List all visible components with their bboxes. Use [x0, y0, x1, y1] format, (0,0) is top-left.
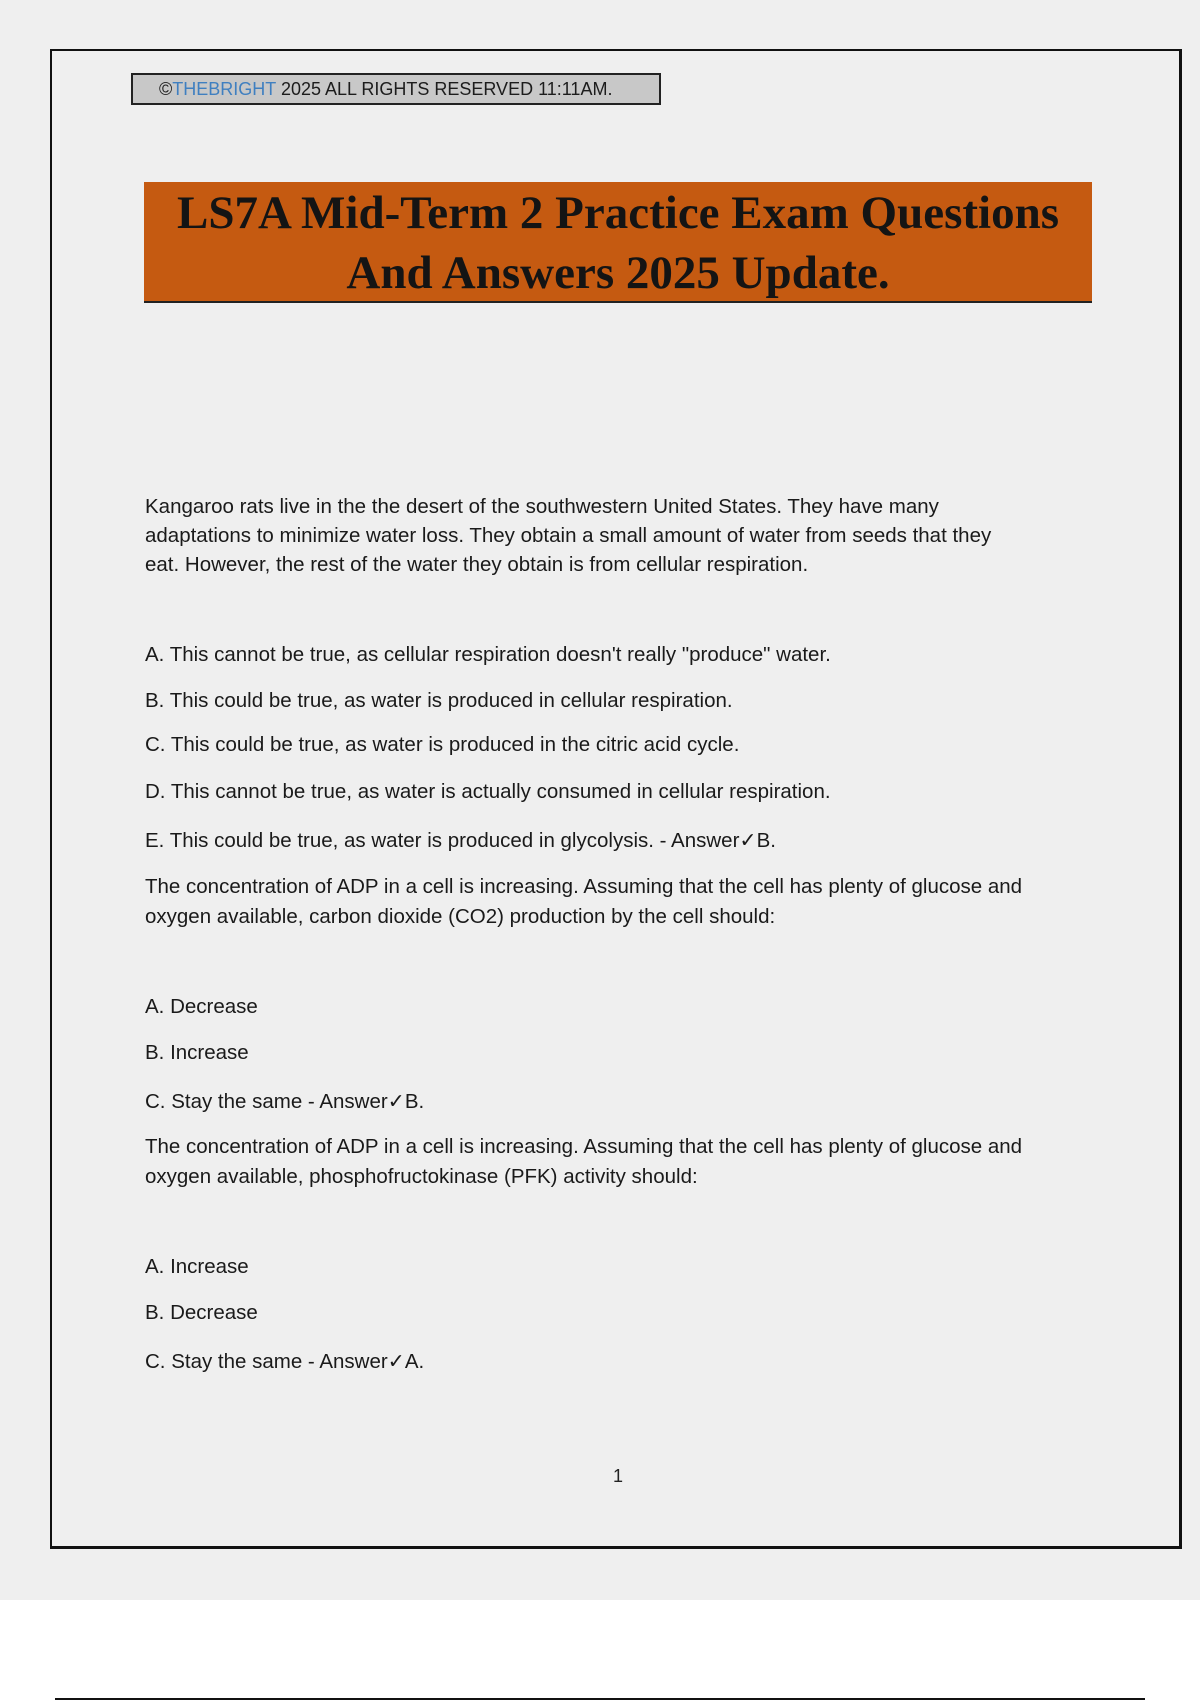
copyright-brand: THEBRIGHT: [172, 79, 276, 99]
question-3-option-c: C. Stay the same - Answer✓A.: [145, 1350, 425, 1373]
title-line-1: LS7A Mid-Term 2 Practice Exam Questions: [176, 187, 1060, 239]
question-3-option-a: A. Increase: [145, 1255, 249, 1278]
question-1-stem-line-2: adaptations to minimize water loss. They obtain a small amount of water from seeds that they: [145, 524, 992, 547]
title-banner: [144, 182, 1092, 303]
question-2-option-c: C. Stay the same - Answer✓B.: [145, 1090, 425, 1113]
question-2-option-a: A. Decrease: [145, 995, 258, 1018]
question-1-option-d: D. This cannot be true, as water is actually consumed in cellular respiration.: [145, 780, 831, 803]
copyright-text: 2025 ALL RIGHTS RESERVED 11:11AM.: [275, 79, 613, 99]
question-1-stem-line-3: eat. However, the rest of the water they obtain is from cellular respiration.: [145, 553, 809, 576]
question-1-option-e: E. This could be true, as water is produced in glycolysis. - Answer✓B.: [145, 829, 776, 852]
question-1-option-b: B. This could be true, as water is produced in cellular respiration.: [145, 689, 733, 712]
question-1-option-a: A. This cannot be true, as cellular respiration doesn't really "produce" water.: [145, 643, 831, 666]
question-2-option-b: B. Increase: [145, 1041, 249, 1064]
question-2-stem-line-2: oxygen available, carbon dioxide (CO2) production by the cell should:: [145, 905, 776, 928]
copyright-symbol: ©: [159, 79, 173, 99]
page-number: 1: [612, 1466, 623, 1486]
question-1-stem-line-1: Kangaroo rats live in the the desert of the southwestern United States. They have many: [145, 495, 939, 518]
question-2-stem-line-1: The concentration of ADP in a cell is increasing. Assuming that the cell has plenty of glucose and: [145, 875, 1023, 898]
question-3-stem-line-2: oxygen available, phosphofructokinase (PFK) activity should:: [145, 1165, 698, 1188]
title-line-2: And Answers 2025 Update.: [346, 247, 890, 299]
copyright-box: [131, 73, 661, 105]
document-page: [50, 49, 1182, 1549]
question-3-stem-line-1: The concentration of ADP in a cell is increasing. Assuming that the cell has plenty of glucose and: [145, 1135, 1023, 1158]
question-3-option-b: B. Decrease: [145, 1301, 258, 1324]
question-1-option-c: C. This could be true, as water is produced in the citric acid cycle.: [145, 733, 740, 756]
